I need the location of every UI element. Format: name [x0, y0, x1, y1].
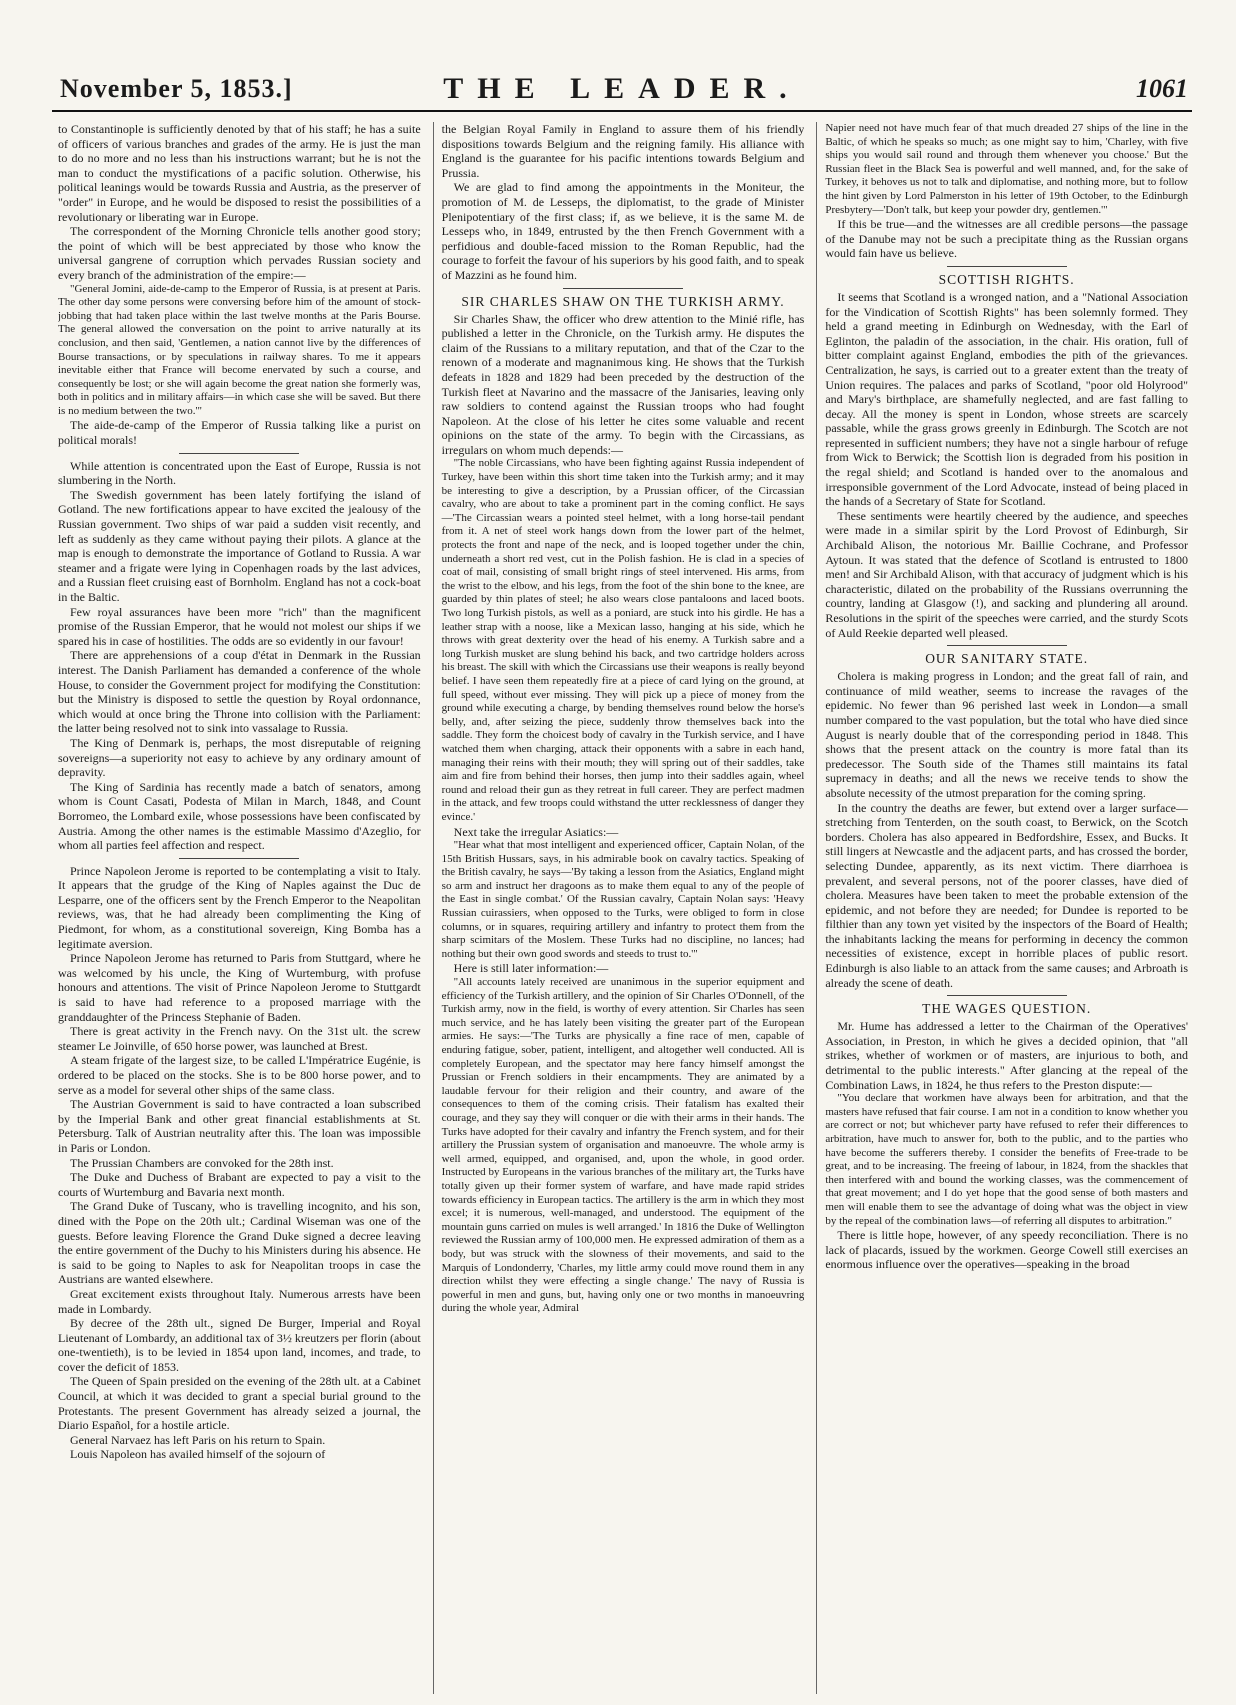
divider — [179, 453, 299, 454]
section-heading: SCOTTISH RIGHTS. — [938, 271, 1075, 287]
paragraph: Prince Napoleon Jerome has returned to Paris from Stuttgard, where he was welcomed by his uncle, the King of Wurtemburg, with profuse honours and attentions. The visit of Prince Napoleon Jerome to Stuttgardt is said to have had reference to a proposed marriage with the granddaughter of the Princess Stephanie of Baden. — [58, 951, 421, 1024]
column-2 — [433, 122, 805, 1694]
divider — [179, 858, 299, 859]
masthead-title: THE LEADER. — [443, 72, 801, 105]
quoted-paragraph: "The noble Circassians, who have been fighting against Russia independent of Turkey, have been within this short time taken into the Turkish army; and it may be interesting to give a description, by a Prussian officer, of the Circassian cavalry, who are about to take a prominent part in the coming conflict. He says—'The Circassian wears a pointed steel helmet, with a long horse-tail pendant from it. A net of steel work hangs down from the lower part of the helmet, protects the front and nape of the neck, and is looped together under the chin, underneath a short red vest, cut in the Polish fashion. He is clad in a species of coat of mail, consisting of small bright rings of steel intervened. His arms, from the wrist to the elbow, and his legs, from the foot of the shin bone to the knee, are guarded by thin plates of steel; he also wears close pantaloons and laced boots. Two long Turkish pistols, as well as a poniard, are stuck into his girdle. He has a leather strap with a noose, like a Mexican lasso, hanging at his side, which he throws with great dexterity over the head of his enemy. A Turkish sabre and a long Turkish musket are slung behind his back, and two cartridge holders across his breast. The skill with which the Circassians use their weapons is really beyond belief. I have seen them repeatedly fire at a piece of card lying on the ground, at full speed, without ever missing. They will pick up a piece of money from the ground while executing a charge, by bending themselves round below the horse's belly, and, after seizing the piece, suddenly throw themselves back into the saddle. They form the choicest body of cavalry in the Turkish service, and I have watched them when charging, attack their opponents with a sabre in each hand, managing their reins with their mouth; they will spring out of their saddles, take aim and fire from behind their horses, then jump into their saddles again, wheel round and reload their gun as they retreat in full career. They are perfect madmen in the attack, and few troops could withstand the utter recklessness of danger they evince.' — [441, 457, 805, 823]
paragraph: We are glad to find among the appointments in the Moniteur, the promotion of M. de Lesseps, the diplomatist, to the grade of Minister Plenipotentiary of the first class; if, as we believe, it is the same M. de Lesseps who, in 1849, entrusted by the then French Government with a perfidious and double-faced mission to the Roman Republic, had the courage to forfeit the favour of his superiors by his good faith, and to speak of Mazzini as he found him. — [441, 180, 805, 282]
paragraph: Mr. Hume has addressed a letter to the Chairman of the Operatives' Association, in Preston, in which he gives a decided opinion, that "all strikes, whether of workmen or of masters, are injurious to both, and detrimental to the public interests." After glancing at the repeal of the Combination Laws, in 1824, he thus refers to the Preston dispute:— — [825, 1019, 1188, 1092]
divider — [947, 266, 1067, 267]
paragraph: Sir Charles Shaw, the officer who drew attention to the Minié rifle, has published a letter in the Chronicle, on the Turkish army. He disputes the claim of the Russians to a military reputation, and that of the Czar to the renown of a moderate and magnanimous king. He shows that the Turkish defeats in 1828 and 1829 had been preceded by the destruction of the Turkish fleet at Navarino and the massacre of the Janisaries, leaving only raw soldiers to contend against the Russian troops who had fought Napoleon. At the close of his letter he cites some valuable and recent opinions on the state of the army. To begin with the Circassians, as irregulars on whom much depends:— — [441, 311, 805, 457]
issue-date: November 5, 1853.] — [60, 74, 293, 103]
paragraph: These sentiments were heartily cheered by the audience, and speeches were made in a similar spirit by the Lord Provost of Edinburgh, Sir Archibald Alison, the notorious Mr. Baillie Cochrane, and Professor Aytoun. It was stated that the defence of Scotland is entrusted to 1800 men! and Sir Archibald Alison, with that accuracy of judgment which is his characteristic, dilated on the probability of the Russians overrunning the country, landing at Glasgow (!), and sacking and plundering all around. Resolutions in the spirit of the speeches were carried, and the sturdy Scots of Auld Reekie departed well pleased. — [825, 508, 1188, 640]
column-3 — [816, 122, 1188, 1694]
paragraph: The Swedish government has been lately fortifying the island of Gotland. The new fortifications appear to have excited the jealousy of the Russian government. Two ships of war paid a sudden visit recently, and left as suddenly as they came without paying their pilots. A glance at the map is enough to demonstrate the importance of Gotland to Russia. A war steamer and a frigate were lying in Copenhagen roads by the last advices, and a Russian fleet cruising east of Bornholm. England has not a cock-boat in the Baltic. — [58, 487, 421, 604]
paragraph: The Duke and Duchess of Brabant are expected to pay a visit to the courts of Wurtemburg and Bavaria next month. — [58, 1170, 421, 1199]
section-heading: THE WAGES QUESTION. — [922, 1001, 1092, 1017]
paragraph: A steam frigate of the largest size, to be called L'Impératrice Eugénie, is ordered to be placed on the stocks. She is to be 800 horse power, and to serve as a model for several other ships of the same class. — [58, 1053, 421, 1097]
paragraph: There are apprehensions of a coup d'état in Denmark in the Russian interest. The Danish Parliament has demanded a conference of the whole House, to consider the Government project for modifying the Constitution: but the Ministry is disposed to settle the question by Royal ordonnance, which would at once bring the Throne into collision with the Parliament: the latter being resolved not to sink into vassalage to Russia. — [58, 648, 421, 736]
paragraph: Here is still later information:— — [453, 961, 609, 976]
section-heading: SIR CHARLES SHAW ON THE TURKISH ARMY. — [461, 293, 785, 309]
paragraph: Louis Napoleon has availed himself of the sojourn of — [70, 1447, 326, 1462]
quoted-paragraph: "You declare that workmen have always been for arbitration, and that the masters have refused that fair course. I am not in a condition to know whether you are correct or not; but whichever party have refused to refer their differences to arbitration, have much to answer for, both to the public, and to the parties who have become the sufferers thereby. I consider the benefits of Free-trade to be great, and to be increasing. The freeing of labour, in 1824, from the shackles that then interfered with and bound the working classes, was the commencement of that great movement; and I do yet hope that the good sense of both masters and men will enable them to see the advantage of doing what was the object in view by the repeal of the combination laws—of referring all disputes to arbitration." — [825, 1092, 1188, 1227]
divider — [947, 995, 1067, 996]
divider — [947, 645, 1067, 646]
paragraph: Next take the irregular Asiatics:— — [453, 824, 619, 839]
paragraph: Great excitement exists throughout Italy. Numerous arrests have been made in Lombardy. — [58, 1286, 421, 1316]
paragraph: The Grand Duke of Tuscany, who is travelling incognito, and his son, dined with the Pope on the 20th ult.; Cardinal Wiseman was one of the guests. Before leaving Florence the Grand Duke signed a decree leaving the entire government of the Duchy to his Ministers during his absence. He is said to be going to Naples to ask for Neapolitan troops in case the Austrians are wanted elsewhere. — [58, 1199, 421, 1287]
paragraph: The aide-de-camp of the Emperor of Russia talking like a purist on political morals! — [58, 418, 421, 448]
page-header — [52, 64, 1192, 112]
paragraph: There is little hope, however, of any speedy reconciliation. There is no lack of placards, issued by the workmen. George Cowell still exercises an enormous influence over the operatives—speaking in the broad — [825, 1228, 1188, 1272]
paragraph: Cholera is making progress in London; and the great fall of rain, and continuance of mild weather, seems to increase the ravages of the epidemic. No fewer than 96 perished last week in London—a small number compared to the vast population, but the total who have died since August is nearly double that of the corresponding period in 1848. This shows that the present attack on the country is more fatal than its predecessor. The South side of the Thames still maintains its fatal supremacy in deaths; and all the news we receive tends to show the absolute necessity of the utmost preparation for the coming spring. — [825, 669, 1188, 800]
paragraph: to Constantinople is sufficiently denoted by that of his staff; he has a suite of officers of various branches and grades of the army. He is just the man to do no more and no less than his instructions warrant; but he is not the man to conduct the mystifications of a pacific solution. Otherwise, his political leanings would be towards Russia and Austria, as the preserver of "order" in Europe, and he would be disposed to resist the possibilities of a revolutionary or liberating war in Europe. — [58, 122, 421, 224]
column-1 — [58, 122, 421, 1694]
quoted-paragraph: Napier need not have much fear of that much dreaded 27 ships of the line in the Baltic, of which he speaks so much; as one might say to him, 'Charley, with five ships you would sail round and through them whenever you choose.' But the Russian fleet in the Black Sea is powerful and well manned, and, for the sake of Turkey, it behoves us not to talk and diplomatise, and nothing more, but to follow the hint given by Lord Palmerston in his letter of 19th October, to the Edinburgh Presbytery—'Don't talk, but keep your powder dry, gentlemen.'" — [825, 122, 1188, 216]
paragraph: Prince Napoleon Jerome is reported to be contemplating a visit to Italy. It appears that the grudge of the King of Naples against the Duc de Lesparre, one of the officers sent by the French Emperor to the Neapolitan reviews, was, that he had already been complimenting the King of Piedmont, for whom, as a constitutional sovereign, King Bomba has a legitimate aversion. — [58, 863, 421, 951]
quoted-paragraph: "All accounts lately received are unanimous in the superior equipment and efficiency of the Turkish artillery, and the opinion of Sir Charles O'Donnell, of the Turkish army, now in the field, is worthy of every attention. Sir Charles has seen much service, and he has lately been visiting the greater part of the European armies. He says:—'The Turks are physically a fine race of men, capable of enduring fatigue, sober, patient, intelligent, and altogether well conducted. All is completely European, and the spectator may here fancy himself amongst the Prussian or French soldiers in their encampments. They are animated by a laudable fervour for their religion and their country, and aware of the consequences to them of the coming crisis. Their fatalism has exalted their courage, and they say they will conquer or die with their arms in their hands. The Turks have adopted for their cavalry and infantry the French system, and for their artillery the Prussian system of organisation and manoeuvre. The whole army is well armed, equipped, and organised, and, upon the whole, in good order. Instructed by Europeans in the various branches of the military art, the Turks have totally given up their former system of warfare, and have made rapid strides towards efficiency in European tactics. The artillery is the arm in which they most excel; it is numerous, well-managed, and understood. The equipment of the mountain guns carried on mules is well arranged.' In 1816 the Duke of Wellington reviewed the Russian army of 100,000 men. He expressed admiration of them as a body, but was struck with the slowness of their movements, and said to the Marquis of Londonderry, 'Charles, my little army could move round them in any direction whilst they were effecting a single change.' The navy of Russia is powerful in men and guns, but, having only one or two months in manoeuvring during the whole year, Admiral — [441, 976, 805, 1315]
paragraph: The King of Sardinia has recently made a batch of senators, among whom is Count Casati, Podesta of Milan in March, 1848, and Count Borromeo, the Lombard exile, whose possessions have been confiscated by Austria. Among the other names is the estimable Massimo d'Azeglio, for whom all parties feel affection and respect. — [58, 779, 421, 853]
quoted-paragraph: "Hear what that most intelligent and experienced officer, Captain Nolan, of the 15th British Hussars, says, in his admirable book on cavalry tactics. Speaking of the British cavalry, he says—'By taking a lesson from the Asiatics, England might so arm and instruct her dragoons as to make them equal to any of the people of the East in single combat.' Of the Russian cavalry, Captain Nolan says: 'Heavy Russian cuirassiers, when opposed to the Turks, were obliged to form in close columns, or in squares, requiring artillery and infantry to protect them from the sharp scimitars of the Moslem. These Turks had no discipline, no lances; had nothing but their own good swords and steeds to trust to.'" — [441, 839, 805, 960]
paragraph: General Narvaez has left Paris on his return to Spain. — [70, 1432, 326, 1447]
paragraph: It seems that Scotland is a wronged nation, and a "National Association for the Vindication of Scottish Rights" has been solemnly formed. They held a grand meeting in Edinburgh on Wednesday, with the Earl of Eglinton, the paladin of the association, in the chair. His oration, full of bitter complaint against England, embodies the pith of the grievances. Centralization, he says, is carried out to a greater extent than the treaty of Union requires. The palaces and parks of Scotland, "poor old Holyrood" and Mary's birthplace, are shamefully neglected, and are fast falling to decay. All the money is spent in London, whose streets are scarcely passable, while the grass grows greenly in Edinburgh. The Scotch are not represented in sufficient numbers; they have not a single harbour of refuge from Wick to Berwick; the Scottish lion is degraded from his position in the regal shield; and Scotland is handed over to the anomalous and irresponsible government of the Lord Advocate, instead of being placed in the hands of a Secretary of State for Scotland. — [825, 289, 1188, 509]
paragraph: The correspondent of the Morning Chronicle tells another good story; the point of which will be best appreciated by those who know the universal gangrene of corruption which pervades Russian society and every branch of the administration of the empire:— — [58, 224, 421, 282]
page-number: 1061 — [1136, 74, 1188, 103]
paragraph: There is great activity in the French navy. On the 31st ult. the screw steamer Le Joinville, of 650 horse power, was launched at Brest. — [58, 1024, 421, 1053]
paragraph: the Belgian Royal Family in England to assure them of his friendly dispositions towards Belgium and the reigning family. His alliance with England is the guarantee for his pacific intentions towards Belgium and Prussia. — [441, 122, 805, 180]
paragraph: In the country the deaths are fewer, but extend over a larger surface—stretching from Tenterden, on the south coast, to Berwick, on the Scotch borders. Cholera has also appeared in Bedfordshire, Essex, and Bucks. It still lingers at Newcastle and the adjacent parts, and has crossed the border, selecting Dundee, apparently, as its next victim. There diarrhoea is prevalent, and several persons, not of the poorer classes, have died of cholera. Measures have been taken to meet the probable extension of the epidemic, and not before they are needed; for Dundee is reported to be filthier than any town yet visited by the inspectors of the Board of Health; the inhabitants lacking the means for performing in decency the common necessities of existence, except in horrible places of public resort. Edinburgh is also liable to an attack from the same causes; and Arbroath is already the scene of death. — [825, 800, 1188, 990]
paragraph: While attention is concentrated upon the East of Europe, Russia is not slumbering in the North. — [58, 458, 421, 488]
paragraph: If this be true—and the witnesses are all credible persons—the passage of the Danube may not be such a precipitate thing as the Russian organs would fain have us believe. — [825, 217, 1188, 261]
paragraph: The King of Denmark is, perhaps, the most disreputable of reigning sovereigns—a superiority not easy to achieve by any ordinary amount of depravity. — [58, 735, 421, 780]
quoted-paragraph: "General Jomini, aide-de-camp to the Emperor of Russia, is at present at Paris. The other day some persons were conversing before him of the amount of stock-jobbing that had taken place within the last twelve months at the Paris Bourse. The general allowed the conversation on the point to arrive naturally at its conclusion, and then said, 'Gentlemen, a nation cannot live by the differences of Bourse transactions, or by speculations in railway shares. To me it appears inevitable either that France will become enervated by such a course, and consequently be lost; or she will again become the great nation she formerly was, both in politics and in military affairs—in which case she will be saved. But there is no medium between the two.'" — [58, 282, 421, 417]
article-columns — [58, 122, 1188, 1694]
divider — [563, 288, 683, 289]
section-heading: OUR SANITARY STATE. — [925, 651, 1089, 667]
paragraph: The Prussian Chambers are convoked for the 28th inst. — [70, 1155, 334, 1170]
paragraph: The Queen of Spain presided on the evening of the 28th ult. at a Cabinet Council, at which it was decided to grant a special burial ground to the Protestants. The present Government has already seized a journal, the Diario Español, for a hostile article. — [58, 1374, 421, 1433]
paragraph: The Austrian Government is said to have contracted a loan subscribed by the Imperial Bank and other great financial establishments at St. Petersburg. Talk of Austrian neutrality after this. The loan was impossible in Paris or London. — [58, 1097, 421, 1155]
paragraph: By decree of the 28th ult., signed De Burger, Imperial and Royal Lieutenant of Lombardy, an additional tax of 3½ kreutzers per florin (about one-twentieth), is to be levied in 1854 upon land, incomes, and trade, to cover the deficit of 1853. — [58, 1316, 421, 1374]
paragraph: Few royal assurances have been more "rich" than the magnificent promise of the Russian Emperor, that he would not molest our ships if we spared his in case of hostilities. The odds are so evidently in our favour! — [58, 604, 421, 648]
